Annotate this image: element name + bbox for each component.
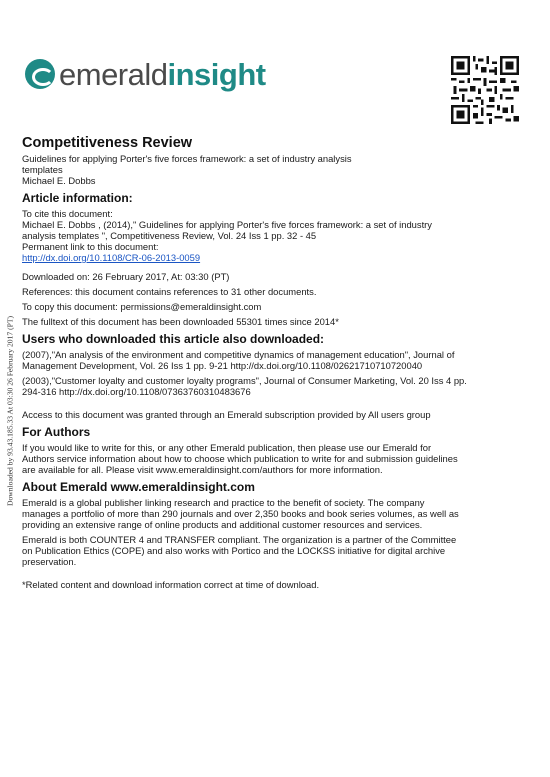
authors-line-1: If you would like to write for this, or any other Emerald publication, then please use our Emerald for (22, 442, 432, 453)
about-p2-line-1: Emerald is both COUNTER 4 and TRANSFER compliant. The organization is a partner of the Committee (22, 534, 457, 545)
fulltext-downloads: The fulltext of this document has been downloaded 55301 times since 2014* (22, 316, 339, 327)
about-p1-line-3: providing an extensive range of online products and additional customer resources and services. (22, 519, 423, 530)
document-body (22, 135, 532, 590)
references-count: References: this document contains references to 31 other documents. (22, 286, 317, 297)
about-p2-line-3: preservation. (22, 556, 77, 567)
access-statement: Access to this document was granted through an Emerald subscription provided by All users group (22, 409, 431, 420)
logo-text-emerald: emerald (59, 56, 168, 92)
also-downloaded-item (22, 349, 532, 371)
also-item-2-line-1: (2003),"Customer loyalty and customer loyalty programs", Journal of Consumer Marketing, Vol. 20 Iss 4 pp. (22, 375, 467, 386)
article-title-line-1: Guidelines for applying Porter's five forces framework: a set of industry analysis (22, 153, 352, 164)
logo-wordmark (59, 56, 266, 92)
also-item-1-line-1: (2007),"An analysis of the environment and competitive dynamics of management education", Journal of (22, 349, 455, 360)
permalink-label: Permanent link to this document: (22, 241, 159, 252)
cite-label: To cite this document: (22, 208, 113, 219)
emerald-logo-icon (25, 59, 55, 89)
emerald-insight-logo (25, 54, 266, 94)
also-downloaded-heading: Users who downloaded this article also downloaded: (22, 332, 325, 346)
about-emerald-heading: About Emerald www.emeraldinsight.com (22, 480, 255, 494)
about-p1-line-2: manages a portfolio of more than 290 journals and over 2,350 books and book series volumes, as well as (22, 508, 459, 519)
qr-code (451, 56, 519, 124)
journal-title: Competitiveness Review (22, 135, 193, 151)
authors-line-3: are available for all. Please visit www.emeraldinsight.com/authors for more information. (22, 464, 383, 475)
citation-line-1: Michael E. Dobbs , (2014)," Guidelines for applying Porter's five forces framework: a set of industry (22, 219, 432, 230)
article-info-heading: Article information: (22, 191, 133, 205)
author-name: Michael E. Dobbs (22, 175, 96, 186)
download-watermark (3, 281, 17, 541)
about-p1-line-1: Emerald is a global publisher linking research and practice to the benefit of society. The company (22, 497, 425, 508)
download-watermark-text: Downloaded by 93.43.185.33 At 03:30 26 February 2017 (PT) (5, 315, 15, 507)
also-item-1-line-2: Management Development, Vol. 26 Iss 1 pp. 9-21 http://dx.doi.org/10.1108/02621710710720040 (22, 360, 423, 371)
copy-permissions: To copy this document: permissions@emeraldinsight.com (22, 301, 262, 312)
about-p2-line-2: on Publication Ethics (COPE) and also works with Portico and the LOCKSS initiative for digital archive (22, 545, 446, 556)
permalink-link[interactable]: http://dx.doi.org/10.1108/CR-06-2013-0059 (22, 252, 201, 263)
article-title-line-2: templates (22, 164, 63, 175)
download-footnote: *Related content and download information correct at time of download. (22, 579, 320, 590)
for-authors-heading: For Authors (22, 425, 91, 439)
also-downloaded-item (22, 375, 532, 397)
logo-text-insight: insight (167, 56, 266, 92)
downloaded-on: Downloaded on: 26 February 2017, At: 03:30 (PT) (22, 271, 230, 282)
citation-line-2: analysis templates ", Competitiveness Review, Vol. 24 Iss 1 pp. 32 - 45 (22, 230, 317, 241)
authors-line-2: Authors service information about how to choose which publication to write for and submission guidelines (22, 453, 458, 464)
also-item-2-line-2: 294-316 http://dx.doi.org/10.1108/07363760310483676 (22, 386, 251, 397)
